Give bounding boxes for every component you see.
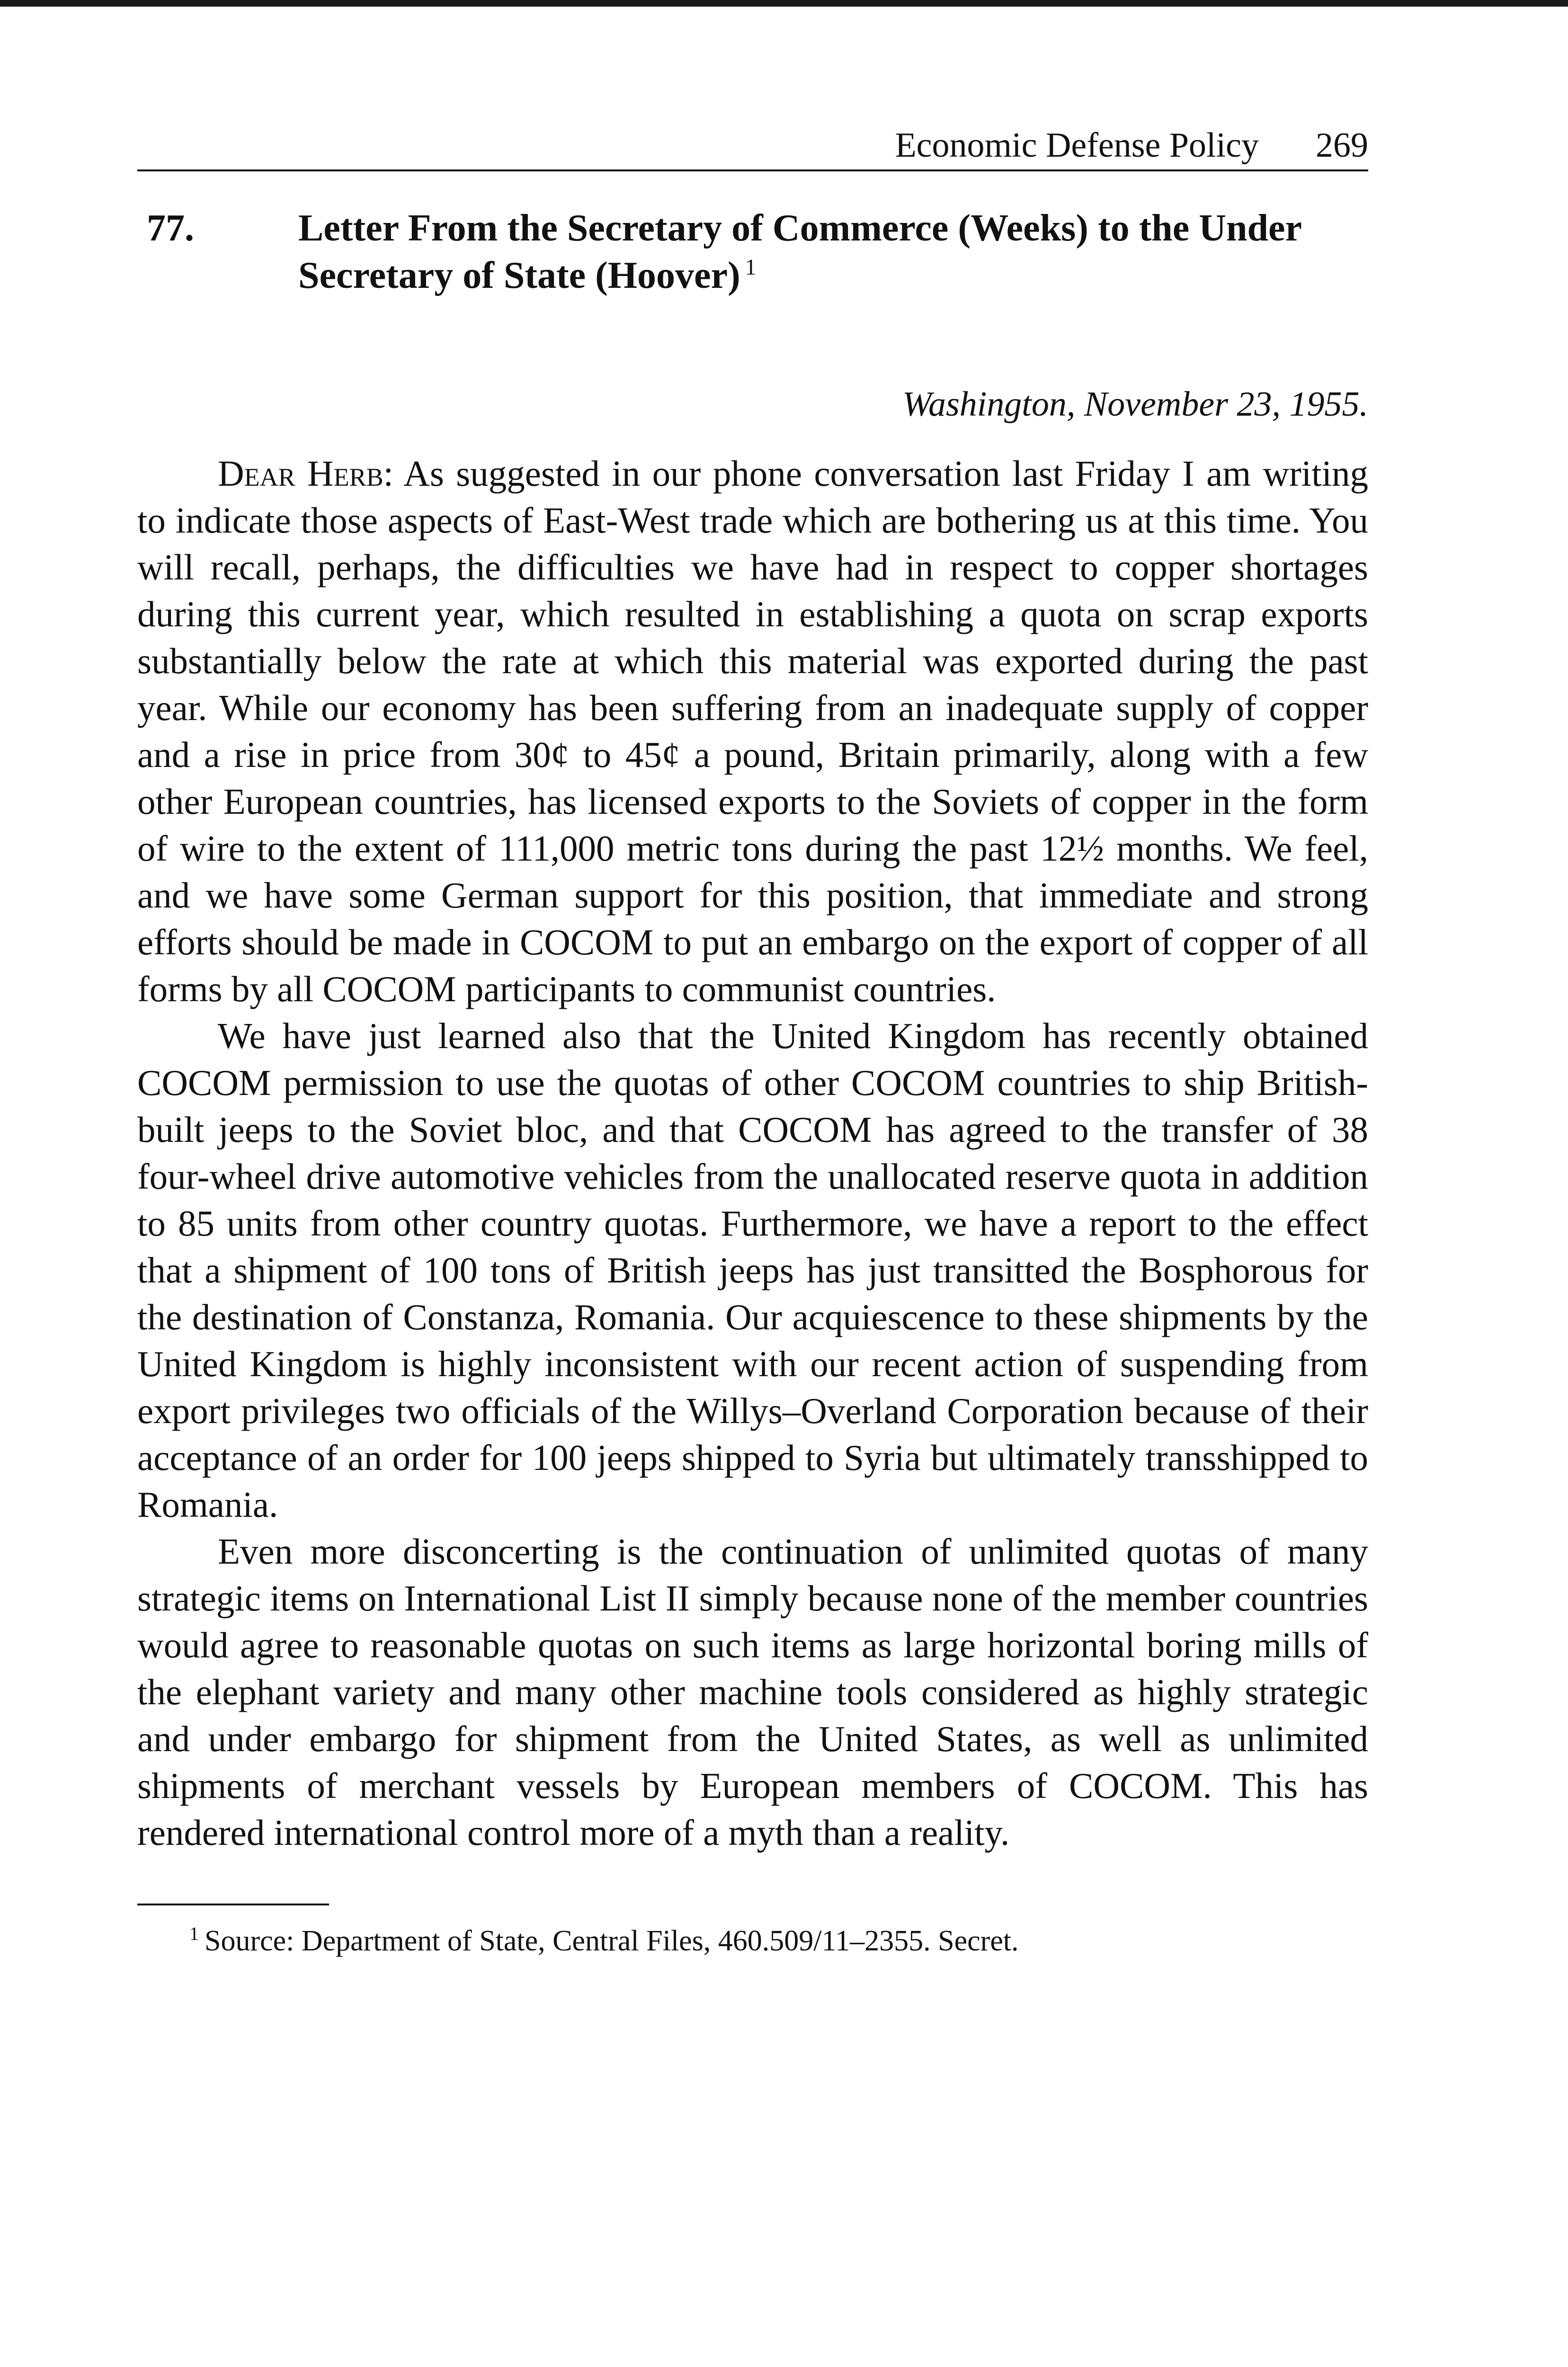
paragraph-1-text: As suggested in our phone conversation last Friday I am writing to indicate those aspects of East-West trade which are bothering us at this time. You will recall, perhaps, the difficulties we have had in respect to copper shortages during this current year, which resulted in establishing a quota on scrap exports substantially below the rate at which this material was exported during the past year. While our economy has been suffering from an inadequate supply of copper and a rise in price from 30¢ to 45¢ a pound, Britain primarily, along with a few other European countries, has licensed exports to the Soviets of copper in the form of wire to the extent of 111,000 metric tons during the past 12½ months. We feel, and we have some German support for this position, that immediate and strong efforts should be made in COCOM to put an embargo on the export of copper of all forms by all COCOM participants to communist countries.: [137, 453, 1368, 1009]
dateline: Washington, November 23, 1955.: [902, 385, 1368, 424]
document-title: Letter From the Secretary of Commerce (Weeks) to the Under Secretary of State (Hoover): [298, 207, 1301, 296]
salutation: Dear Herb:: [218, 453, 394, 494]
footnote-marker: 1: [189, 1923, 199, 1945]
running-head-section: Economic Defense Policy: [895, 126, 1259, 165]
document-number: 77.: [147, 207, 194, 249]
top-edge-rule: [0, 0, 1568, 7]
letter-body: [137, 450, 1368, 1856]
document-title-wrap: [298, 205, 1368, 299]
running-head: [137, 128, 1368, 171]
page-number: 269: [1316, 126, 1368, 165]
paragraph-3: Even more disconcerting is the continuation of unlimited quotas of many strategic items on International List II simply because none of the member countries would agree to reasonable quotas on such items as large horizontal boring mills of the elephant variety and many other machine tools considered as highly strategic and under embargo for shipment from the United States, as well as unlimited shipments of merchant vessels by European members of COCOM. This has rendered international control more of a myth than a reality.: [137, 1531, 1368, 1853]
paragraph-2: We have just learned also that the United Kingdom has recently obtained COCOM permission to use the quotas of other COCOM countries to ship British-built jeeps to the Soviet bloc, and that COCOM has agreed to the transfer of 38 four-wheel drive automotive vehicles from the unallocated reserve quota in addition to 85 units from other country quotas. Furthermore, we have a report to the effect that a shipment of 100 tons of British jeeps has just transitted the Bosphorous for the destination of Constanza, Romania. Our acquiescence to these shipments by the United Kingdom is highly inconsistent with our recent action of suspending from export privileges two officials of the Willys–Overland Corporation because of their acceptance of an order for 100 jeeps shipped to Syria but ultimately transshipped to Romania.: [137, 1015, 1368, 1525]
footnote: [137, 1923, 1368, 1958]
document-page: [137, 128, 1368, 1958]
document-heading: [137, 205, 1368, 299]
footnote-divider: [137, 1904, 329, 1905]
paragraph-1: [137, 450, 1368, 1013]
title-footnote-marker: 1: [745, 255, 757, 280]
footnote-text: Source: Department of State, Central Files, 460.509/11–2355. Secret.: [205, 1925, 1019, 1957]
